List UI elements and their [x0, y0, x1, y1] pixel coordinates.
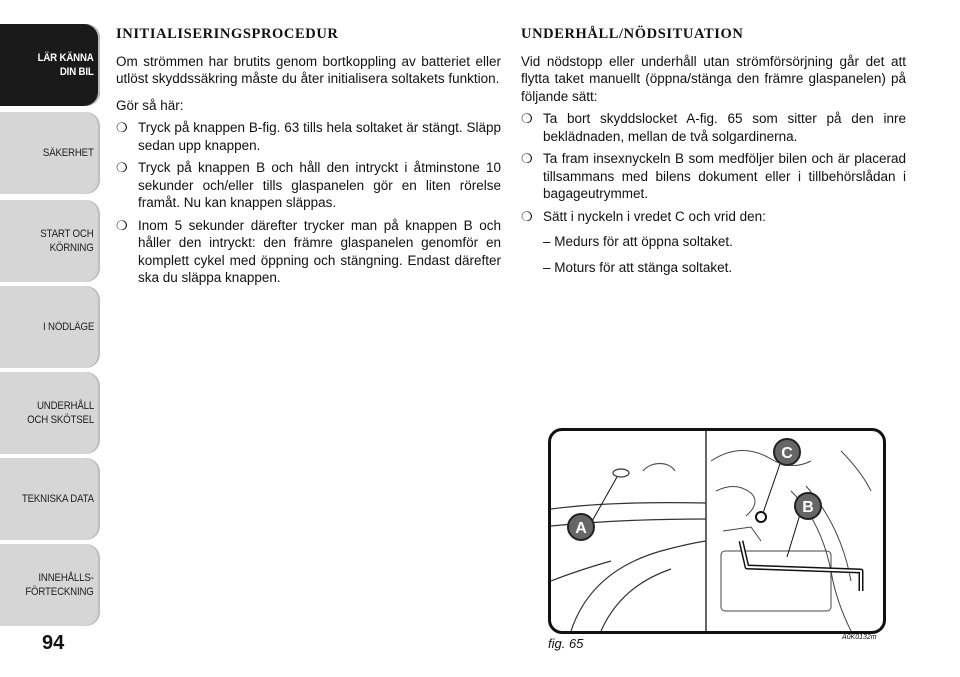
list-item [116, 159, 501, 212]
tab-innehallsforteckning[interactable] [0, 544, 100, 626]
bullet-circle-icon: ❍ [521, 111, 533, 126]
paragraph: Vid nödstopp eller underhåll utan strömförsörjning går det att flytta taket manuellt (öppna/stänga den främre glaspanelen) på följande sätt: [521, 53, 906, 104]
section-heading-initialisering: INITIALISERINGSPROCEDUR [116, 26, 339, 42]
figure-illustration [551, 431, 883, 631]
figure-65 [548, 428, 886, 634]
tab-label: INNEHÅLLS- FÖRTECKNING [25, 572, 94, 598]
list-item-text: Sätt i nyckeln i vredet C och vrid den: [543, 208, 766, 224]
tab-start-och-korning[interactable] [0, 200, 100, 282]
label-a: A [575, 520, 587, 537]
list-item-text: Tryck på knappen B och håll den intryckt i åtminstone 10 sekunder och/eller tills glaspanelen gör en liten rörelse framåt. Nu kan knappen släppas. [138, 160, 501, 210]
left-column [116, 26, 501, 292]
list-item-text: Tryck på knappen B-fig. 63 tills hela soltaket är stängt. Släpp sedan upp knappen. [138, 120, 501, 153]
list-item-text: Ta bort skyddslocket A-fig. 65 som sitter på den inre beklädnaden, mellan de två solgardinerna. [543, 111, 906, 144]
bullet-circle-icon: ❍ [521, 208, 533, 224]
dash-item: – Moturs för att stänga soltaket. [543, 259, 733, 275]
tab-label: SÄKERHET [43, 147, 94, 159]
paragraph: Gör så här: [116, 97, 184, 113]
tab-label: UNDERHÅLL OCH SKÖTSEL [27, 400, 94, 426]
tab-underhall-och-skotsel[interactable] [0, 372, 100, 454]
figure-caption: fig. 65 [548, 636, 584, 651]
tab-i-nodlage[interactable] [0, 286, 100, 368]
figure-code: A0K0132m [842, 634, 877, 641]
right-column [521, 26, 906, 284]
page-number: 94 [42, 632, 65, 654]
list-item [116, 119, 501, 154]
label-c: C [781, 445, 793, 462]
tab-lar-kanna-din-bil[interactable] [0, 24, 100, 106]
list-item [116, 217, 501, 287]
list-item [521, 150, 906, 203]
dash-item: – Medurs för att öppna soltaket. [543, 234, 733, 249]
bullet-circle-icon: ❍ [116, 217, 128, 233]
tab-label: TEKNISKA DATA [21, 493, 94, 505]
label-b: B [802, 499, 814, 516]
tab-label: LÄR KÄNNA DIN BIL [38, 52, 94, 78]
cover-cap-icon [613, 469, 629, 477]
tab-sakerhet[interactable] [0, 112, 100, 194]
bullet-circle-icon: ❍ [116, 120, 128, 135]
tab-tekniska-data[interactable] [0, 458, 100, 540]
list-item [521, 208, 906, 226]
section-heading-underhall: UNDERHÅLL/NÖDSITUATION [521, 26, 744, 42]
knob-c-icon [756, 512, 766, 522]
bullet-circle-icon: ❍ [116, 160, 128, 175]
list-item [521, 110, 906, 145]
paragraph: Om strömmen har brutits genom bortkoppling av batteriet eller utlöst skyddssäkring måste du åter initialisera soltakets funktion. [116, 53, 501, 86]
tab-label: START OCH KÖRNING [40, 228, 94, 254]
list-item-text: Ta fram insexnyckeln B som medföljer bilen och är placerad tillsammans med bilens dokument eller i tillbehörslådan i bagageutrymmet. [543, 151, 906, 201]
tab-label: I NÖDLÄGE [42, 321, 94, 333]
bullet-circle-icon: ❍ [521, 151, 533, 166]
list-item-text: Inom 5 sekunder därefter trycker man på knappen B och håller den intryckt: den främre glaspanelen genomför en komplett cykel med öppning och stängning. Endast därefter ska du släppa knappen. [138, 217, 501, 285]
